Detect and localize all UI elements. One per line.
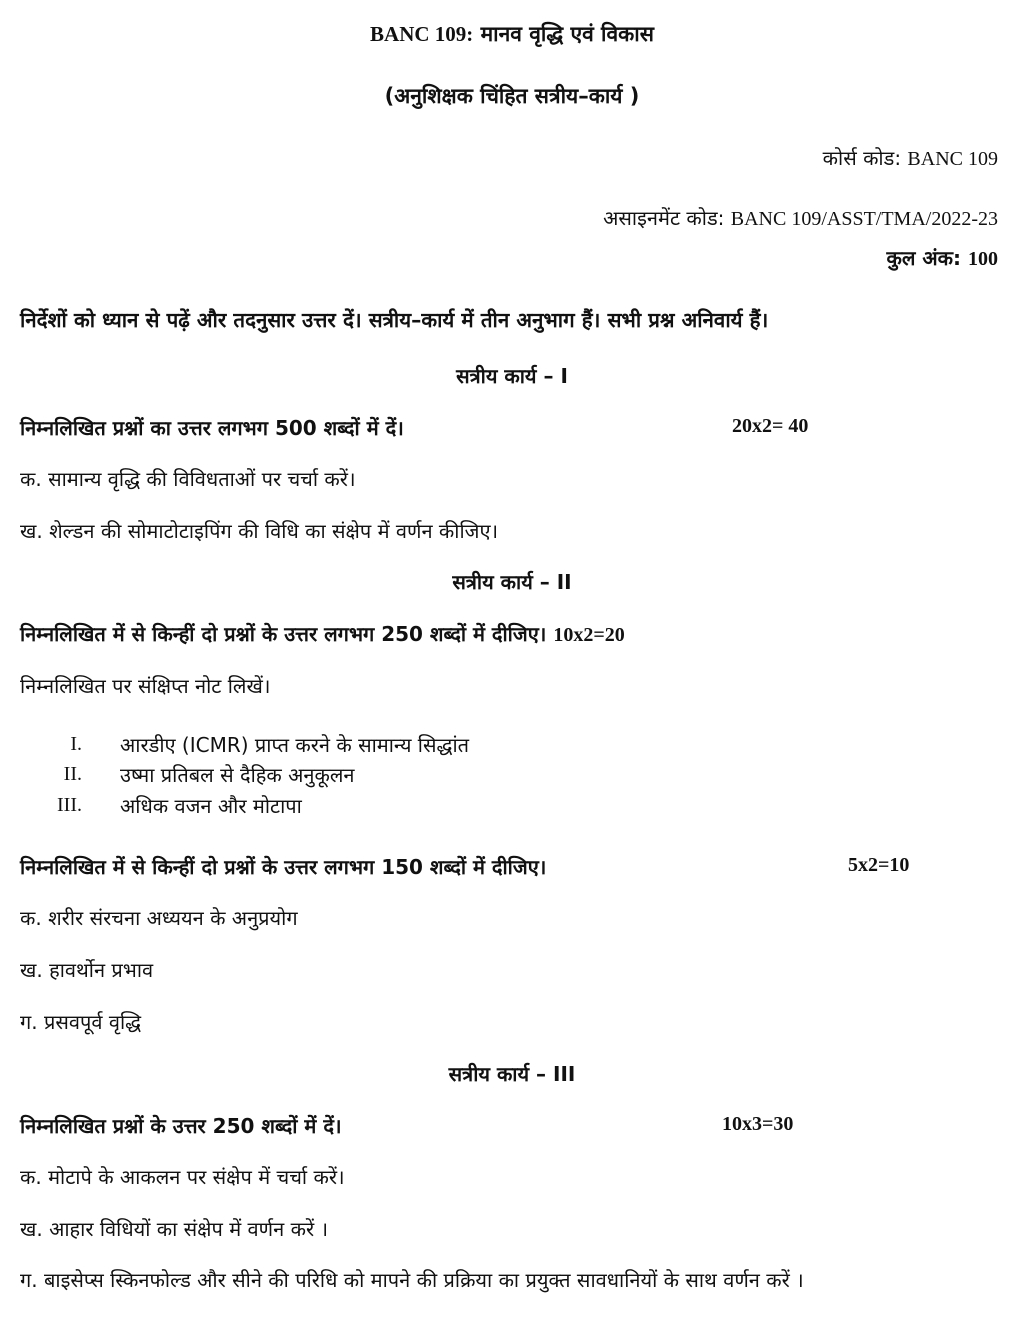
section-2-question-c: ग. प्रसवपूर्व वृद्धि <box>20 1010 142 1034</box>
section-3-marks: 10x3=30 <box>722 1113 794 1135</box>
section-1-marks: 20x2= 40 <box>732 415 809 437</box>
section-2-marks-b: 5x2=10 <box>848 854 910 876</box>
section-2-note-intro: निम्नलिखित पर संक्षिप्त नोट लिखें। <box>20 674 271 698</box>
course-code-line <box>823 144 998 171</box>
section-3-prompt: निम्नलिखित प्रश्नों के उत्तर 250 शब्दों में दें। <box>20 1114 342 1138</box>
page-title <box>0 20 1024 48</box>
title-hindi: मानव वृद्धि एवं विकास <box>480 22 654 46</box>
section-2-prompt-a <box>20 620 625 647</box>
list-item: आरडीए (ICMR) प्राप्त करने के सामान्य सिद्धांत <box>120 733 470 757</box>
assignment-code-label: असाइनमेंट कोड: <box>603 206 725 230</box>
list-item-number: II. <box>63 763 82 785</box>
section-2-question-a: क. शरीर संरचना अध्ययन के अनुप्रयोग <box>20 906 298 930</box>
assignment-code-line <box>603 204 998 231</box>
course-code-label: कोर्स कोड: <box>822 146 902 170</box>
section-3-heading: सत्रीय कार्य – III <box>448 1062 576 1086</box>
list-item: उष्मा प्रतिबल से दैहिक अनुकूलन <box>120 763 355 787</box>
course-code-value: BANC 109 <box>907 148 998 170</box>
section-2-marks-a: 10x2=20 <box>553 624 625 646</box>
section-3-question-c: ग. बाइसेप्स स्किनफोल्ड और सीने की परिधि को मापने की प्रक्रिया का प्रयुक्त सावधानियों के साथ वर्णन करें । <box>20 1268 804 1292</box>
section-2-question-b: ख. हावर्थोन प्रभाव <box>20 958 154 982</box>
section-2-prompt-a-text: निम्नलिखित में से किन्हीं दो प्रश्नों के उत्तर लगभग 250 शब्दों में दीजिए। <box>20 622 547 646</box>
section-2-prompt-b: निम्नलिखित में से किन्हीं दो प्रश्नों के उत्तर लगभग 150 शब्दों में दीजिए। <box>20 855 547 879</box>
section-3-question-b: ख. आहार विधियों का संक्षेप में वर्णन करें । <box>20 1217 329 1241</box>
page-subtitle: (अनुशिक्षक चिंहित सत्रीय–कार्य ) <box>384 84 640 108</box>
title-course-code: BANC 109: <box>370 22 474 46</box>
section-1-question-a: क. सामान्य वृद्धि की विविधताओं पर चर्चा करें। <box>20 467 356 491</box>
section-1-heading: सत्रीय कार्य – I <box>456 364 568 388</box>
instructions: निर्देशों को ध्यान से पढ़ें और तदनुसार उत्तर दें। सत्रीय–कार्य में तीन अनुभाग हैं। सभी प्रश्न अनिवार्य हैं। <box>20 308 769 332</box>
section-1-prompt: निम्नलिखित प्रश्नों का उत्तर लगभग 500 शब्दों में दें। <box>20 416 404 440</box>
section-1-question-b: ख. शेल्डन की सोमाटोटाइपिंग की विधि का संक्षेप में वर्णन कीजिए। <box>20 519 499 543</box>
section-2-heading: सत्रीय कार्य – II <box>452 570 572 594</box>
list-item: अधिक वजन और मोटापा <box>120 794 302 818</box>
total-marks-label: कुल अंक: <box>886 246 962 270</box>
assignment-code-value: BANC 109/ASST/TMA/2022-23 <box>730 208 998 230</box>
list-item-number: III. <box>57 794 82 816</box>
total-marks-line <box>887 244 999 271</box>
total-marks-value: 100 <box>968 248 998 270</box>
list-item-number: I. <box>70 733 82 755</box>
section-3-question-a: क. मोटापे के आकलन पर संक्षेप में चर्चा करें। <box>20 1165 345 1189</box>
